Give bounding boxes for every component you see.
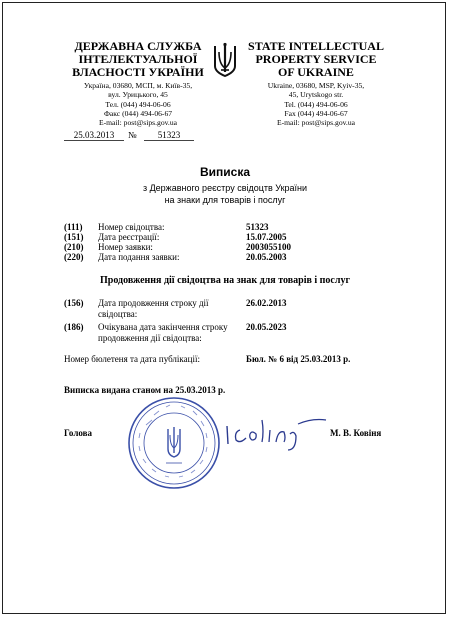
section-title: Продовження дії свідоцтва на знак для товарів і послуг	[99, 275, 350, 286]
field-value: 20.05.2003	[246, 252, 287, 262]
extension-label-line-2: свідоцтва:	[98, 309, 138, 319]
bulletin-value: Бюл. № 6 від 25.03.2013 р.	[246, 354, 351, 364]
header-ua-address-2: вул. Урицького, 45	[108, 90, 168, 100]
extension-label-line-2: продовження дії свідоцтва:	[98, 333, 202, 343]
field-code: (111)	[64, 222, 83, 232]
header-en-title-line-2: PROPERTY SERVICE	[255, 52, 377, 66]
header-en-title-line-3: OF UKRAINE	[278, 65, 354, 79]
header-ua	[58, 40, 218, 127]
doc-subtitle-line-1: з Державного реєстру свідоцтв України	[142, 183, 308, 193]
field-value: 15.07.2005	[246, 232, 287, 242]
field-label: Дата реєстрації:	[98, 232, 160, 242]
header-ua-fax: Факс (044) 494-06-67	[103, 108, 173, 118]
field-code: (220)	[64, 252, 84, 262]
header-en-address-2: 45, Urytskogo str.	[288, 90, 344, 100]
doc-subtitle-line-2: на знаки для товарів і послуг	[164, 195, 286, 205]
header-en-address-1: Ukraine, 03680, MSP, Kyiv-35,	[267, 81, 365, 90]
field-value: 51323	[246, 222, 269, 232]
header-ua-title-line-2: ІНТЕЛЕКТУАЛЬНОЇ	[78, 52, 198, 66]
doc-title: Виписка	[199, 165, 251, 179]
header-ua-title-line-1: ДЕРЖАВНА СЛУЖБА	[74, 39, 202, 53]
header-en	[236, 40, 396, 127]
field-value: 2003055100	[246, 242, 291, 252]
field-label: Номер свідоцтва:	[98, 222, 165, 232]
official-stamp	[126, 395, 222, 491]
header-ua-email: E-mail: post@sips.gov.ua	[98, 118, 177, 128]
header-en-fax: Fax (044) 494-06-67	[284, 108, 348, 118]
signatory-name: М. В. Ковіня	[330, 428, 382, 438]
reference-number: 51323	[144, 130, 194, 141]
extension-label-line-1: Дата продовження строку дії	[98, 298, 209, 308]
field-label: Номер заявки:	[98, 242, 153, 252]
header-en-phone: Tel. (044) 494-06-06	[284, 99, 348, 109]
issued-status: Виписка видана станом на 25.03.2013 р.	[64, 385, 226, 395]
bulletin-label: Номер бюлетеня та дата публікації:	[64, 354, 200, 364]
reference-number-sign: №	[128, 130, 137, 140]
header-ua-address-1: Україна, 03680, МСП, м. Київ-35,	[83, 81, 193, 90]
extension-label-line-1: Очікувана дата закінчення строку	[98, 322, 228, 332]
field-label: Дата подання заявки:	[98, 252, 180, 262]
extension-code: (186)	[64, 322, 84, 332]
trident-emblem-icon	[212, 42, 238, 80]
extension-code: (156)	[64, 298, 84, 308]
header-ua-title-line-3: ВЛАСНОСТІ УКРАЇНИ	[72, 65, 204, 79]
header-en-title-line-1: STATE INTELLECTUAL	[248, 39, 384, 53]
header-en-email: E-mail: post@sips.gov.ua	[276, 118, 355, 128]
extension-value: 20.05.2023	[246, 322, 287, 332]
signature-role: Голова	[64, 428, 93, 438]
reference-date: 25.03.2013	[64, 130, 124, 141]
field-code: (151)	[64, 232, 84, 242]
signature-image	[222, 412, 332, 452]
header-ua-phone: Тел. (044) 494-06-06	[105, 99, 171, 109]
field-code: (210)	[64, 242, 84, 252]
extension-value: 26.02.2013	[246, 298, 287, 308]
